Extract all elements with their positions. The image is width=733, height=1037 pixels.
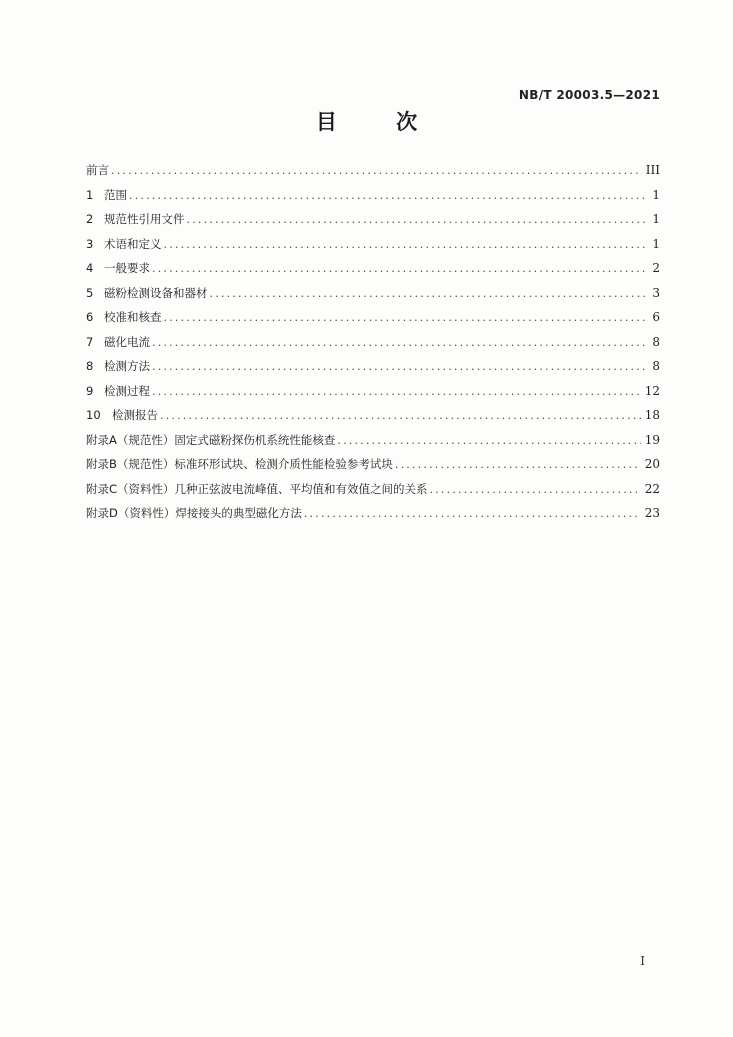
- toc-entry-number: 7: [86, 334, 94, 349]
- toc-entry[interactable]: [86, 356, 660, 381]
- toc-entry-page: 18: [644, 408, 660, 422]
- toc-dot-leader: [152, 333, 648, 353]
- toc-dot-leader: [164, 235, 649, 255]
- toc-entry-number: 5: [86, 285, 94, 300]
- toc-entry-label: 术语和定义: [104, 236, 162, 251]
- toc-entry-page: 6: [652, 310, 660, 324]
- toc-dot-leader: [152, 259, 648, 279]
- toc-entry-label: 焊接接头的典型磁化方法: [175, 506, 302, 520]
- toc-dot-leader: [210, 284, 649, 304]
- toc-entry-label: 磁粉检测设备和器材: [104, 285, 208, 300]
- toc-entry-number: 4: [86, 261, 94, 275]
- toc-entry-label: 前言: [86, 163, 109, 177]
- toc-entry-page: 8: [652, 334, 660, 349]
- toc-entry-label: 磁化电流: [104, 334, 150, 349]
- toc-entry-label: 标准环形试块、检测介质性能检验参考试块: [174, 457, 393, 471]
- toc-entry-number: 6: [86, 310, 94, 324]
- toc-dot-leader: [160, 406, 641, 426]
- toc-entry-page: 19: [644, 432, 660, 447]
- toc-entry-page: 1: [652, 236, 660, 251]
- toc-entry[interactable]: [86, 503, 660, 528]
- toc-entry[interactable]: [86, 234, 660, 259]
- toc-entry-appendix-prefix: 附录D（资料性）: [86, 506, 176, 520]
- toc-entry[interactable]: [86, 430, 660, 455]
- table-of-contents: [86, 160, 660, 528]
- toc-entry-page: 2: [652, 261, 660, 275]
- toc-entry[interactable]: [86, 332, 660, 357]
- toc-entry-number: 10: [86, 408, 101, 422]
- toc-entry-number: 9: [86, 383, 94, 398]
- toc-entry-number: 3: [86, 236, 94, 251]
- toc-entry-page: 1: [652, 187, 660, 202]
- toc-entry-label: 一般要求: [104, 261, 150, 275]
- toc-dot-leader: [430, 480, 641, 500]
- toc-dot-leader: [111, 161, 642, 181]
- toc-entry-page: III: [645, 163, 660, 177]
- toc-dot-leader: [129, 186, 648, 206]
- toc-entry[interactable]: [86, 283, 660, 308]
- toc-entry-page: 22: [644, 481, 660, 496]
- toc-entry[interactable]: [86, 405, 660, 430]
- toc-entry-page: 1: [652, 212, 660, 226]
- toc-dot-leader: [187, 210, 649, 230]
- toc-entry-label: 固定式磁粉探伤机系统性能核查: [174, 432, 336, 447]
- toc-entry-label: 几种正弦波电流峰值、平均值和有效值之间的关系: [174, 481, 428, 496]
- toc-entry-label: 检测方法: [104, 359, 150, 373]
- standard-number: NB/T 20003.5—2021: [518, 88, 660, 102]
- toc-entry-label: 范围: [104, 187, 127, 202]
- toc-entry-page: 23: [644, 506, 660, 520]
- toc-entry-page: 12: [644, 383, 660, 398]
- footer-page-number: I: [640, 954, 645, 968]
- toc-dot-leader: [395, 455, 641, 475]
- toc-entry-label: 规范性引用文件: [104, 212, 185, 226]
- toc-entry[interactable]: [86, 160, 660, 185]
- toc-dot-leader: [152, 357, 648, 377]
- toc-entry-label: 校准和核查: [104, 310, 162, 324]
- toc-entry[interactable]: [86, 185, 660, 210]
- toc-dot-leader: [337, 431, 640, 451]
- toc-entry-appendix-prefix: 附录B（规范性）: [86, 457, 175, 471]
- toc-entry-number: 2: [86, 212, 94, 226]
- toc-entry-label: 检测过程: [104, 383, 150, 398]
- toc-entry[interactable]: [86, 307, 660, 332]
- toc-entry-appendix-prefix: 附录A（规范性）: [86, 432, 175, 447]
- toc-entry-page: 3: [652, 285, 660, 300]
- toc-entry-page: 20: [644, 457, 660, 471]
- toc-entry-number: 1: [86, 187, 94, 202]
- toc-dot-leader: [304, 504, 641, 524]
- toc-entry-label: 检测报告: [112, 408, 158, 422]
- toc-entry[interactable]: [86, 454, 660, 479]
- toc-entry[interactable]: [86, 479, 660, 504]
- toc-entry[interactable]: [86, 209, 660, 234]
- toc-dot-leader: [164, 308, 649, 328]
- toc-entry-number: 8: [86, 359, 94, 373]
- toc-entry-appendix-prefix: 附录C（资料性）: [86, 481, 175, 496]
- toc-entry-page: 8: [652, 359, 660, 373]
- toc-entry[interactable]: [86, 381, 660, 406]
- toc-entry[interactable]: [86, 258, 660, 283]
- page-title: 目 次: [315, 110, 444, 134]
- toc-dot-leader: [152, 382, 641, 402]
